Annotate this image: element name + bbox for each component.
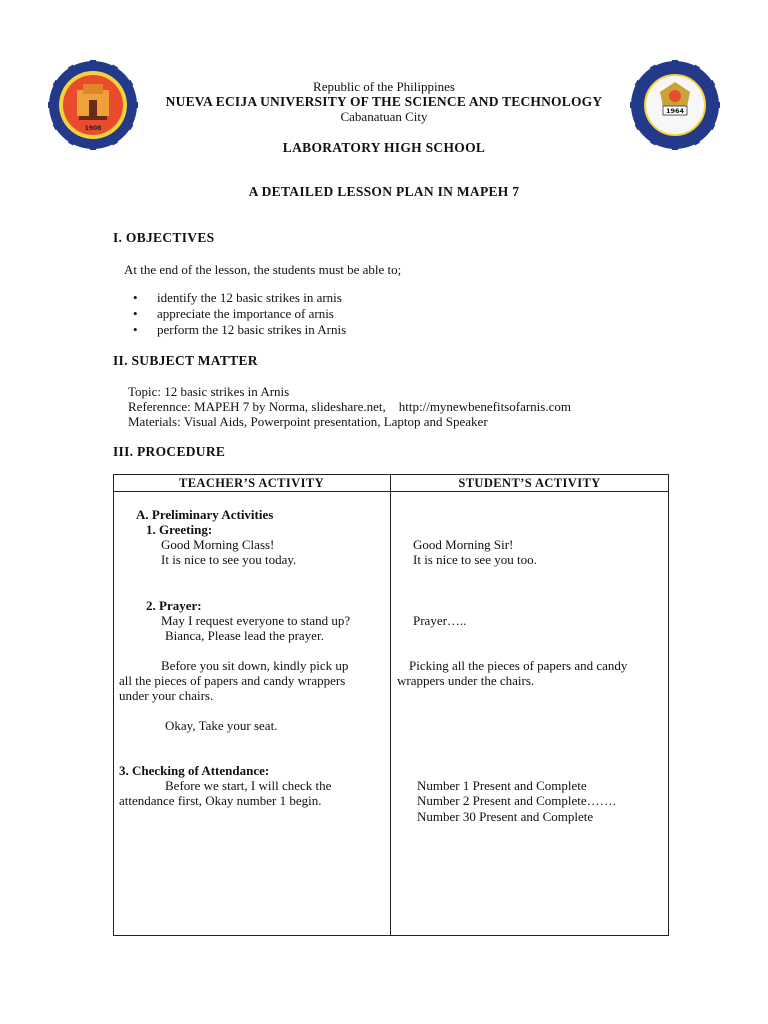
teacher-greeting-line: Good Morning Class!: [161, 537, 275, 552]
attendance-heading: 3. Checking of Attendance:: [119, 763, 270, 778]
student-attendance-line: Number 2 Present and Complete…….: [417, 793, 616, 808]
student-attendance-line: Number 30 Present and Complete: [417, 809, 594, 824]
subject-matter-heading: II. SUBJECT MATTER: [113, 353, 258, 368]
procedure-heading: III. PROCEDURE: [113, 444, 226, 459]
prayer-heading: 2. Prayer:: [146, 598, 202, 613]
city-line: Cabanatuan City: [340, 109, 428, 124]
document-title: A DETAILED LESSON PLAN IN MAPEH 7: [248, 184, 520, 199]
objectives-intro: At the end of the lesson, the students must be able to;: [124, 262, 402, 277]
teacher-instruction-line: Before you sit down, kindly pick up: [161, 658, 349, 673]
republic-line: Republic of the Philippines: [313, 79, 455, 94]
preliminary-activities-heading: A. Preliminary Activities: [136, 507, 274, 522]
materials-line: Materials: Visual Aids, Powerpoint presentation, Laptop and Speaker: [128, 414, 488, 429]
svg-text:1964: 1964: [665, 107, 685, 115]
objectives-list: [131, 290, 346, 338]
student-greeting-line: It is nice to see you too.: [413, 552, 537, 567]
school-name: LABORATORY HIGH SCHOOL: [282, 140, 486, 155]
greeting-heading: 1. Greeting:: [146, 522, 213, 537]
student-activity-header: STUDENT’S ACTIVITY: [458, 476, 601, 490]
teacher-prayer-line: May I request everyone to stand up?: [161, 613, 351, 628]
objective-item: • appreciate the importance of arnis: [131, 306, 346, 322]
reference-line: Referennce: MAPEH 7 by Norma, slideshare.net, http://mynewbenefitsofarnis.com: [128, 399, 571, 414]
student-pick-line: Picking all the pieces of papers and candy: [409, 658, 628, 673]
student-pick-line: wrappers under the chairs.: [397, 673, 535, 688]
objectives-heading: I. OBJECTIVES: [113, 230, 215, 245]
student-attendance-line: Number 1 Present and Complete: [417, 778, 587, 793]
teacher-seat-line: Okay, Take your seat.: [165, 718, 278, 733]
teacher-greeting-line: It is nice to see you today.: [161, 552, 297, 567]
objective-item: • identify the 12 basic strikes in arnis: [131, 290, 346, 306]
teacher-prayer-line: Bianca, Please lead the prayer.: [165, 628, 324, 643]
table-header-divider: [113, 491, 669, 492]
teacher-attendance-line: Before we start, I will check the: [165, 778, 332, 793]
table-column-divider: [390, 474, 391, 936]
university-name: NUEVA ECIJA UNIVERSITY OF THE SCIENCE AND TECHNOLOGY: [165, 94, 603, 109]
student-greeting-line: Good Morning Sir!: [413, 537, 514, 552]
teacher-activity-header: TEACHER’S ACTIVITY: [178, 476, 325, 490]
teacher-instruction-line: all the pieces of papers and candy wrappers: [119, 673, 346, 688]
student-prayer-line: Prayer…..: [413, 613, 467, 628]
objective-item: • perform the 12 basic strikes in Arnis: [131, 322, 346, 338]
svg-text:1908: 1908: [84, 125, 102, 132]
teacher-attendance-line: attendance first, Okay number 1 begin.: [119, 793, 322, 808]
topic-line: Topic: 12 basic strikes in Arnis: [128, 384, 290, 399]
teacher-instruction-line: under your chairs.: [119, 688, 214, 703]
